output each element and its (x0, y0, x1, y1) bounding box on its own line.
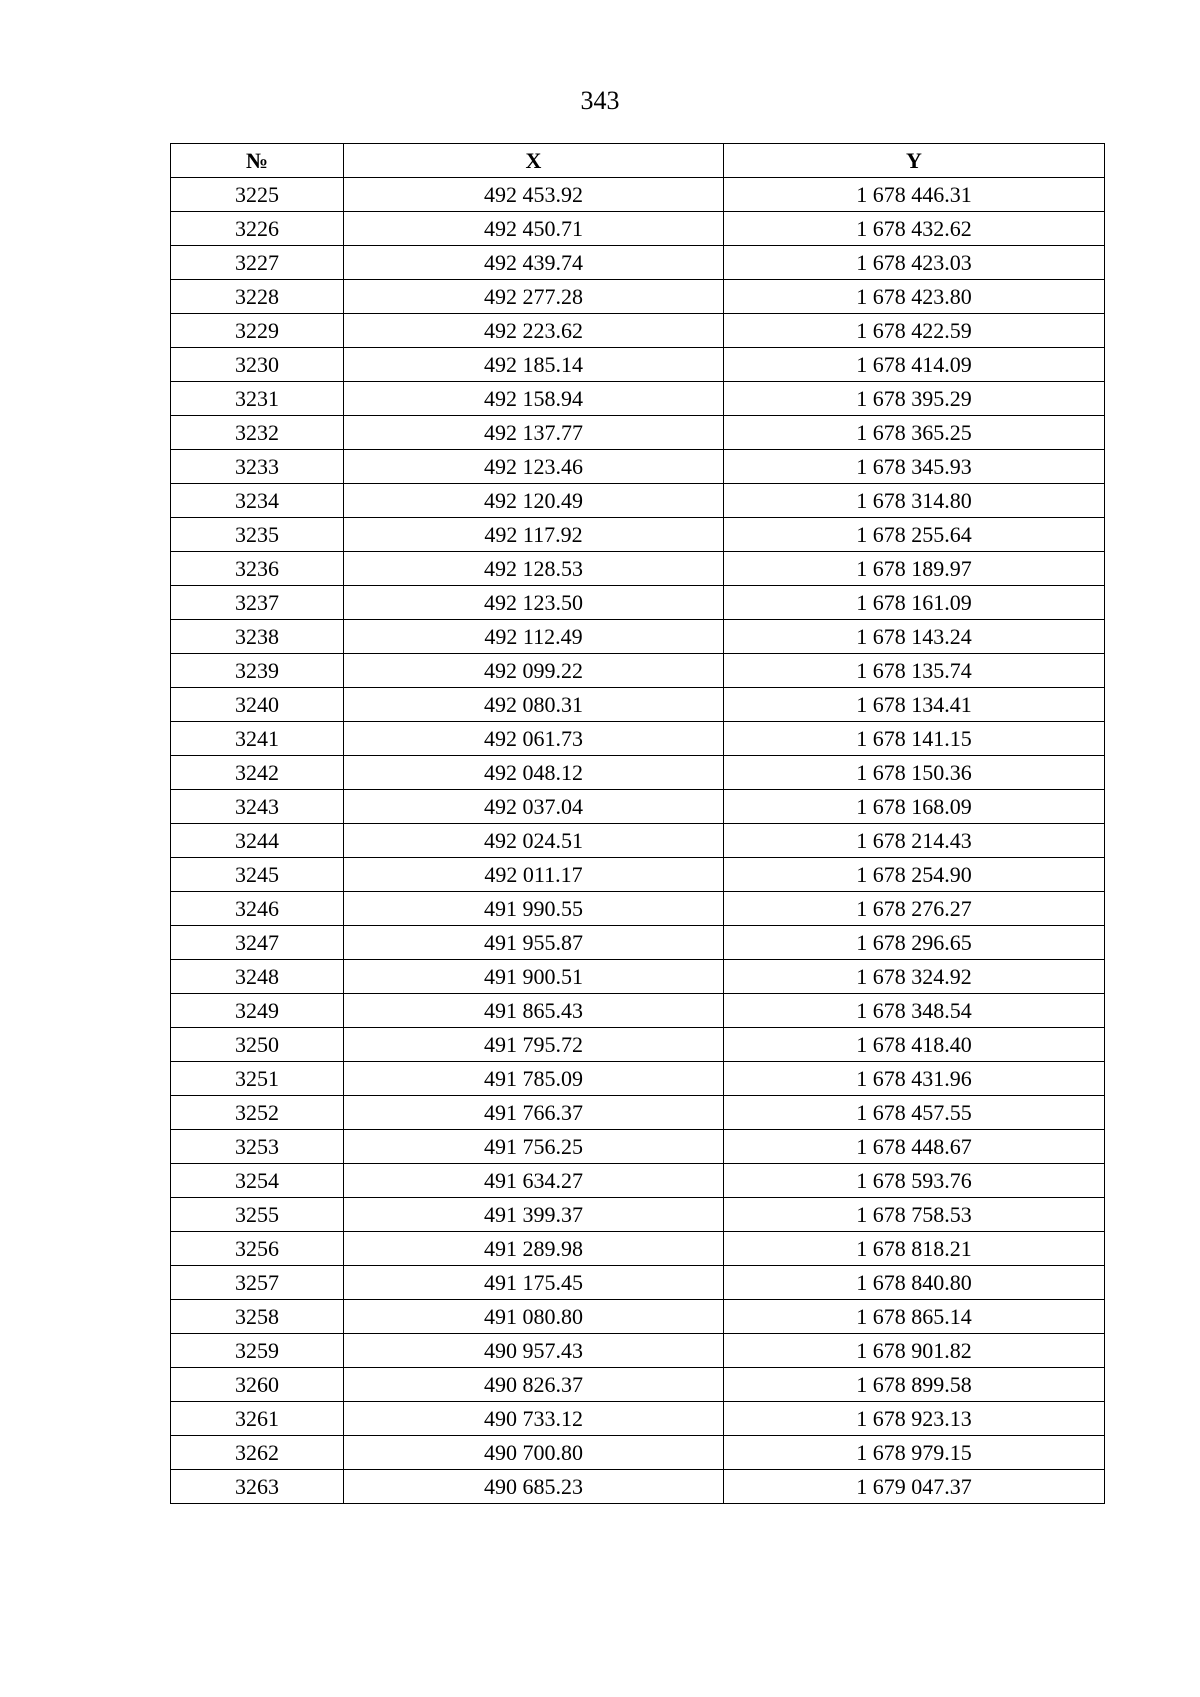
y-coordinate-cell: 1 678 324.92 (724, 960, 1105, 994)
point-number-cell: 3245 (171, 858, 344, 892)
x-coordinate-cell: 491 756.25 (344, 1130, 724, 1164)
x-coordinate-cell: 492 112.49 (344, 620, 724, 654)
y-coordinate-cell: 1 678 161.09 (724, 586, 1105, 620)
x-coordinate-cell: 492 099.22 (344, 654, 724, 688)
x-coordinate-cell: 492 450.71 (344, 212, 724, 246)
point-number-cell: 3257 (171, 1266, 344, 1300)
header-x: X (344, 144, 724, 178)
point-number-cell: 3259 (171, 1334, 344, 1368)
table-row (171, 790, 1105, 824)
table-row (171, 178, 1105, 212)
x-coordinate-cell: 491 955.87 (344, 926, 724, 960)
point-number-cell: 3255 (171, 1198, 344, 1232)
y-coordinate-cell: 1 678 276.27 (724, 892, 1105, 926)
point-number-cell: 3258 (171, 1300, 344, 1334)
table-row (171, 1266, 1105, 1300)
point-number-cell: 3230 (171, 348, 344, 382)
x-coordinate-cell: 491 795.72 (344, 1028, 724, 1062)
y-coordinate-cell: 1 678 141.15 (724, 722, 1105, 756)
point-number-cell: 3241 (171, 722, 344, 756)
table-row (171, 416, 1105, 450)
y-coordinate-cell: 1 678 923.13 (724, 1402, 1105, 1436)
table-row (171, 246, 1105, 280)
table-row (171, 824, 1105, 858)
y-coordinate-cell: 1 679 047.37 (724, 1470, 1105, 1504)
point-number-cell: 3260 (171, 1368, 344, 1402)
x-coordinate-cell: 492 120.49 (344, 484, 724, 518)
x-coordinate-cell: 492 128.53 (344, 552, 724, 586)
x-coordinate-cell: 492 037.04 (344, 790, 724, 824)
point-number-cell: 3225 (171, 178, 344, 212)
point-number-cell: 3238 (171, 620, 344, 654)
header-y: Y (724, 144, 1105, 178)
table-row (171, 1164, 1105, 1198)
table-header (171, 144, 1105, 178)
point-number-cell: 3234 (171, 484, 344, 518)
point-number-cell: 3249 (171, 994, 344, 1028)
y-coordinate-cell: 1 678 414.09 (724, 348, 1105, 382)
x-coordinate-cell: 492 277.28 (344, 280, 724, 314)
y-coordinate-cell: 1 678 457.55 (724, 1096, 1105, 1130)
table-row (171, 348, 1105, 382)
table-row (171, 756, 1105, 790)
x-coordinate-cell: 490 957.43 (344, 1334, 724, 1368)
table-row (171, 518, 1105, 552)
x-coordinate-cell: 492 011.17 (344, 858, 724, 892)
y-coordinate-cell: 1 678 189.97 (724, 552, 1105, 586)
table-row (171, 620, 1105, 654)
point-number-cell: 3231 (171, 382, 344, 416)
y-coordinate-cell: 1 678 422.59 (724, 314, 1105, 348)
point-number-cell: 3254 (171, 1164, 344, 1198)
table-row (171, 1368, 1105, 1402)
table-row (171, 1334, 1105, 1368)
y-coordinate-cell: 1 678 254.90 (724, 858, 1105, 892)
point-number-cell: 3263 (171, 1470, 344, 1504)
y-coordinate-cell: 1 678 314.80 (724, 484, 1105, 518)
y-coordinate-cell: 1 678 134.41 (724, 688, 1105, 722)
x-coordinate-cell: 492 137.77 (344, 416, 724, 450)
table-row (171, 1232, 1105, 1266)
x-coordinate-cell: 490 700.80 (344, 1436, 724, 1470)
x-coordinate-cell: 491 785.09 (344, 1062, 724, 1096)
header-number: № (171, 144, 344, 178)
point-number-cell: 3243 (171, 790, 344, 824)
x-coordinate-cell: 492 439.74 (344, 246, 724, 280)
table-row (171, 926, 1105, 960)
x-coordinate-cell: 491 399.37 (344, 1198, 724, 1232)
point-number-cell: 3232 (171, 416, 344, 450)
point-number-cell: 3248 (171, 960, 344, 994)
x-coordinate-cell: 491 634.27 (344, 1164, 724, 1198)
point-number-cell: 3247 (171, 926, 344, 960)
table-row (171, 1470, 1105, 1504)
x-coordinate-cell: 492 453.92 (344, 178, 724, 212)
point-number-cell: 3228 (171, 280, 344, 314)
x-coordinate-cell: 492 024.51 (344, 824, 724, 858)
table-row (171, 1198, 1105, 1232)
y-coordinate-cell: 1 678 168.09 (724, 790, 1105, 824)
table-row (171, 892, 1105, 926)
table-row (171, 994, 1105, 1028)
table-row (171, 654, 1105, 688)
point-number-cell: 3253 (171, 1130, 344, 1164)
table-row (171, 1028, 1105, 1062)
table-row (171, 382, 1105, 416)
x-coordinate-cell: 492 123.46 (344, 450, 724, 484)
y-coordinate-cell: 1 678 296.65 (724, 926, 1105, 960)
y-coordinate-cell: 1 678 423.03 (724, 246, 1105, 280)
x-coordinate-cell: 492 061.73 (344, 722, 724, 756)
y-coordinate-cell: 1 678 348.54 (724, 994, 1105, 1028)
point-number-cell: 3227 (171, 246, 344, 280)
x-coordinate-cell: 492 223.62 (344, 314, 724, 348)
x-coordinate-cell: 491 990.55 (344, 892, 724, 926)
point-number-cell: 3236 (171, 552, 344, 586)
y-coordinate-cell: 1 678 365.25 (724, 416, 1105, 450)
x-coordinate-cell: 491 900.51 (344, 960, 724, 994)
y-coordinate-cell: 1 678 865.14 (724, 1300, 1105, 1334)
x-coordinate-cell: 490 733.12 (344, 1402, 724, 1436)
y-coordinate-cell: 1 678 423.80 (724, 280, 1105, 314)
y-coordinate-cell: 1 678 593.76 (724, 1164, 1105, 1198)
page-number: 343 (580, 86, 620, 115)
y-coordinate-cell: 1 678 135.74 (724, 654, 1105, 688)
header-row (171, 144, 1105, 178)
y-coordinate-cell: 1 678 395.29 (724, 382, 1105, 416)
y-coordinate-cell: 1 678 448.67 (724, 1130, 1105, 1164)
y-coordinate-cell: 1 678 418.40 (724, 1028, 1105, 1062)
table-row (171, 586, 1105, 620)
y-coordinate-cell: 1 678 345.93 (724, 450, 1105, 484)
table-row (171, 722, 1105, 756)
y-coordinate-cell: 1 678 143.24 (724, 620, 1105, 654)
table-row (171, 1300, 1105, 1334)
table-row (171, 450, 1105, 484)
table-row (171, 1062, 1105, 1096)
y-coordinate-cell: 1 678 150.36 (724, 756, 1105, 790)
point-number-cell: 3262 (171, 1436, 344, 1470)
point-number-cell: 3233 (171, 450, 344, 484)
y-coordinate-cell: 1 678 840.80 (724, 1266, 1105, 1300)
point-number-cell: 3250 (171, 1028, 344, 1062)
y-coordinate-cell: 1 678 818.21 (724, 1232, 1105, 1266)
table-row (171, 1402, 1105, 1436)
point-number-cell: 3229 (171, 314, 344, 348)
table-row (171, 858, 1105, 892)
x-coordinate-cell: 492 117.92 (344, 518, 724, 552)
y-coordinate-cell: 1 678 214.43 (724, 824, 1105, 858)
y-coordinate-cell: 1 678 979.15 (724, 1436, 1105, 1470)
point-number-cell: 3261 (171, 1402, 344, 1436)
table-row (171, 1130, 1105, 1164)
x-coordinate-cell: 491 289.98 (344, 1232, 724, 1266)
x-coordinate-cell: 491 175.45 (344, 1266, 724, 1300)
y-coordinate-cell: 1 678 255.64 (724, 518, 1105, 552)
table-row (171, 314, 1105, 348)
table-row (171, 280, 1105, 314)
x-coordinate-cell: 490 685.23 (344, 1470, 724, 1504)
point-number-cell: 3251 (171, 1062, 344, 1096)
table-body (171, 178, 1105, 1504)
y-coordinate-cell: 1 678 899.58 (724, 1368, 1105, 1402)
y-coordinate-cell: 1 678 446.31 (724, 178, 1105, 212)
point-number-cell: 3242 (171, 756, 344, 790)
point-number-cell: 3235 (171, 518, 344, 552)
y-coordinate-cell: 1 678 431.96 (724, 1062, 1105, 1096)
table-row (171, 1096, 1105, 1130)
point-number-cell: 3256 (171, 1232, 344, 1266)
table-row (171, 484, 1105, 518)
point-number-cell: 3244 (171, 824, 344, 858)
point-number-cell: 3226 (171, 212, 344, 246)
x-coordinate-cell: 492 048.12 (344, 756, 724, 790)
table-row (171, 960, 1105, 994)
table-row (171, 552, 1105, 586)
x-coordinate-cell: 491 080.80 (344, 1300, 724, 1334)
x-coordinate-cell: 492 080.31 (344, 688, 724, 722)
point-number-cell: 3237 (171, 586, 344, 620)
x-coordinate-cell: 492 123.50 (344, 586, 724, 620)
x-coordinate-cell: 491 865.43 (344, 994, 724, 1028)
x-coordinate-cell: 490 826.37 (344, 1368, 724, 1402)
table-row (171, 688, 1105, 722)
x-coordinate-cell: 492 158.94 (344, 382, 724, 416)
x-coordinate-cell: 491 766.37 (344, 1096, 724, 1130)
point-number-cell: 3239 (171, 654, 344, 688)
table-row (171, 212, 1105, 246)
y-coordinate-cell: 1 678 901.82 (724, 1334, 1105, 1368)
point-number-cell: 3252 (171, 1096, 344, 1130)
coordinates-table (170, 143, 1105, 1504)
table-row (171, 1436, 1105, 1470)
y-coordinate-cell: 1 678 432.62 (724, 212, 1105, 246)
x-coordinate-cell: 492 185.14 (344, 348, 724, 382)
point-number-cell: 3246 (171, 892, 344, 926)
y-coordinate-cell: 1 678 758.53 (724, 1198, 1105, 1232)
point-number-cell: 3240 (171, 688, 344, 722)
